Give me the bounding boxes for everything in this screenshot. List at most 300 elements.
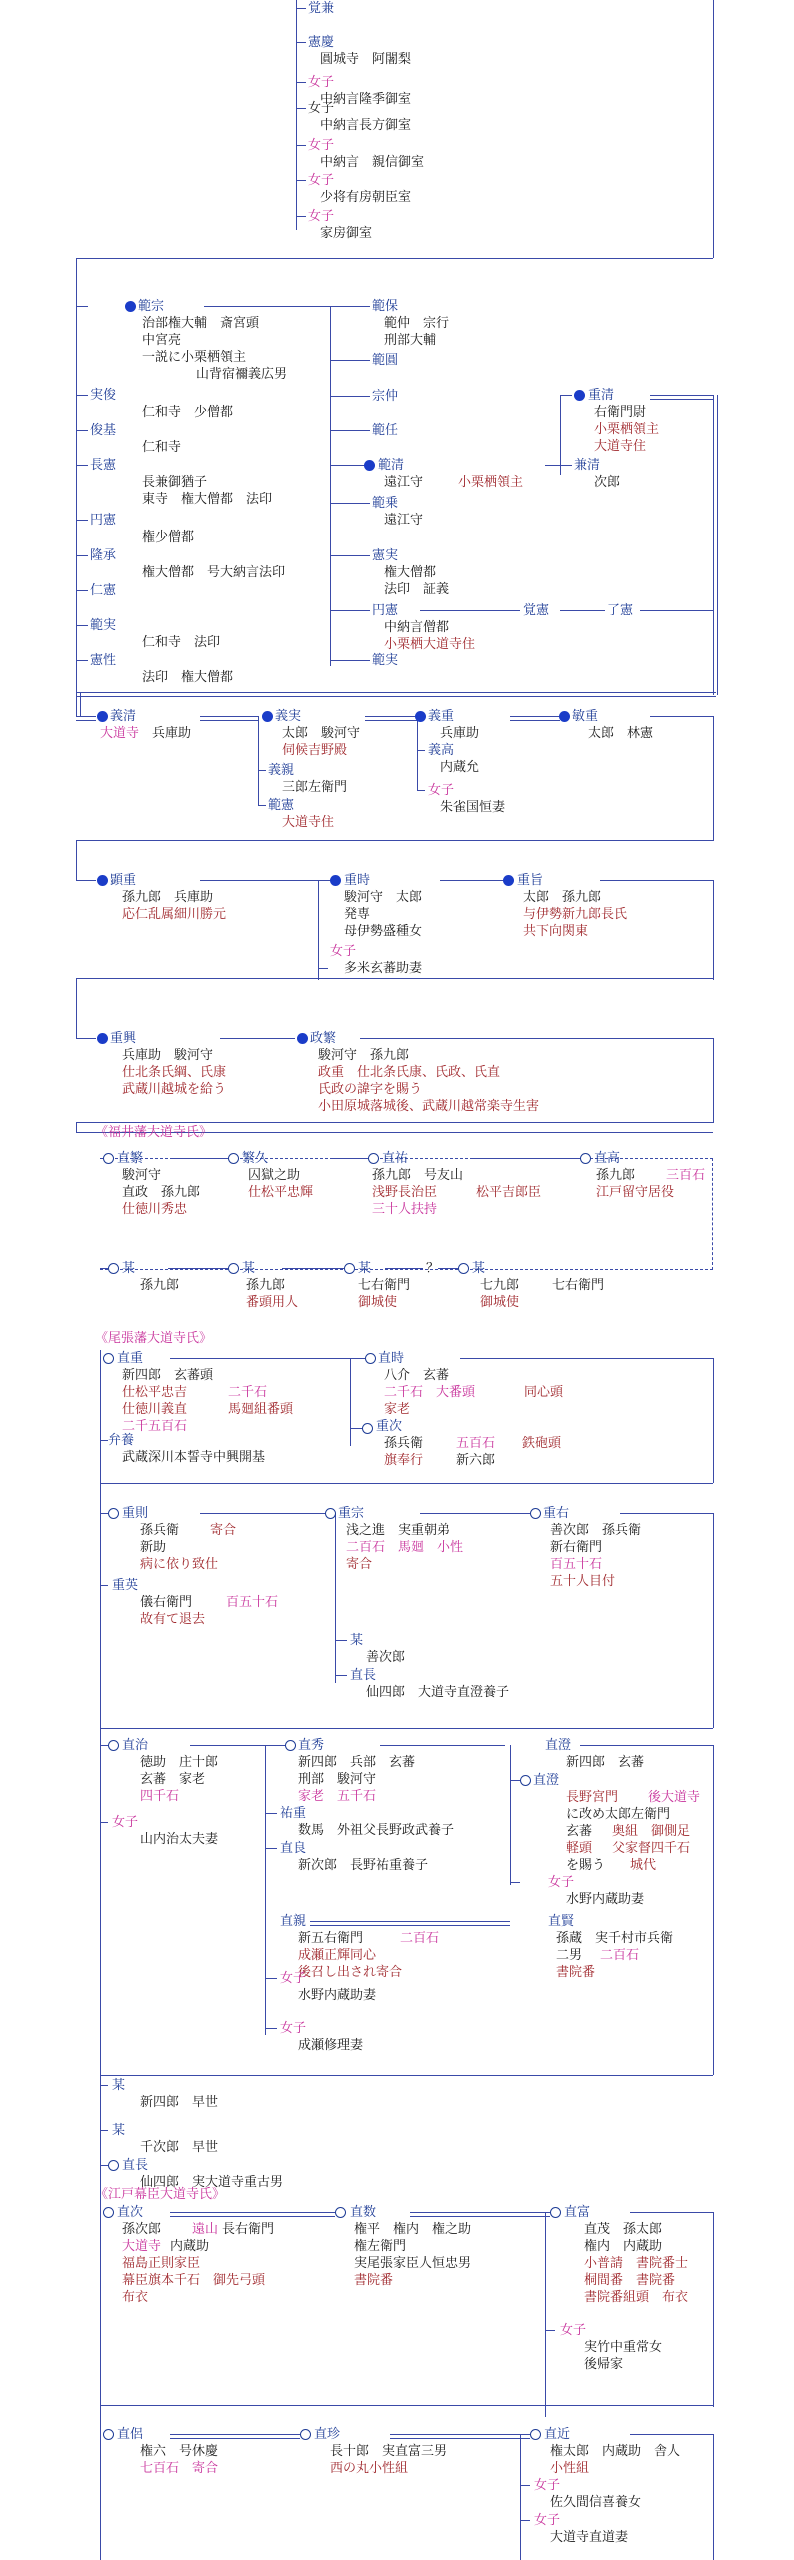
connector	[76, 465, 88, 466]
person-name: 重時	[344, 873, 371, 888]
connector	[100, 1745, 101, 1827]
person-note: 大道寺	[122, 2239, 162, 2254]
ring-marker	[108, 1508, 119, 1519]
connector	[713, 880, 714, 980]
person-name: 直珍	[314, 2427, 341, 2442]
person-name: 直祐	[382, 1151, 409, 1166]
person-name: 直繁	[117, 1151, 144, 1166]
connector	[76, 978, 77, 1038]
person-note: 後大道寺	[648, 1790, 701, 1805]
person-note: 成瀬修理妻	[298, 2038, 364, 2053]
person-note: 家老 五千石	[298, 1789, 377, 1804]
person-name: 直治	[122, 1738, 149, 1753]
person-name: 某	[350, 1633, 364, 1648]
person-note: 与伊勢新九郎長氏	[523, 907, 628, 922]
dot-marker	[125, 301, 136, 312]
person-note: 孫九郎	[596, 1168, 636, 1183]
person-note: 故有て退去	[140, 1612, 206, 1627]
person-note: 仕松平忠吉	[122, 1385, 188, 1400]
ring-marker	[530, 2429, 541, 2440]
person-name: 重右	[543, 1506, 570, 1521]
person-name: 直親	[280, 1914, 307, 1929]
person-note: 家房御室	[320, 226, 373, 241]
connector	[170, 1358, 365, 1359]
connector	[545, 2330, 555, 2331]
connector	[330, 660, 370, 661]
dot-marker	[330, 875, 341, 886]
connector	[76, 880, 96, 881]
person-name: 重清	[588, 388, 615, 403]
connector	[520, 2434, 521, 2560]
person-note: 玄蕃	[566, 1824, 593, 1839]
connector	[220, 1038, 295, 1039]
person-name: 某	[242, 1261, 256, 1276]
person-name: 直秀	[298, 1738, 325, 1753]
person-note: 佐久間信喜養女	[550, 2495, 642, 2510]
connector	[296, 180, 306, 181]
person-note: 家老	[384, 1402, 411, 1417]
connector	[560, 395, 561, 475]
person-note: 仕徳川秀忠	[122, 1202, 188, 1217]
connector	[100, 1728, 713, 1729]
connector	[417, 790, 425, 791]
person-note: 氏政の諱字を賜う	[318, 1082, 423, 1097]
person-note: 兵庫助 駿河守	[122, 1048, 214, 1063]
person-name: 女子	[308, 209, 335, 224]
connector	[335, 1640, 347, 1641]
person-name: 義高	[428, 743, 455, 758]
connector	[170, 2434, 300, 2439]
person-name: 実俊	[90, 388, 117, 403]
person-name: 範宗	[138, 299, 165, 314]
person-note: 浅野長治臣	[372, 1185, 438, 1200]
person-note: 範仲 宗行	[384, 316, 450, 331]
person-note: 小性組	[550, 2461, 590, 2476]
connector	[420, 1513, 530, 1514]
person-note: 奥組 御側足	[612, 1824, 691, 1839]
person-note: 中納言隆季御室	[320, 92, 412, 107]
person-note: 右衛門尉	[594, 405, 647, 420]
dot-marker	[559, 711, 570, 722]
connector	[76, 395, 88, 396]
person-note: 八介 玄蕃	[384, 1368, 450, 1383]
person-note: 後帰家	[584, 2357, 624, 2372]
person-note: 兵庫助	[152, 726, 192, 741]
person-note: 松平吉郎臣	[476, 1185, 542, 1200]
person-note: 多米玄蕃助妻	[344, 961, 423, 976]
connector	[310, 1921, 510, 1926]
person-note: 三百石	[666, 1168, 706, 1183]
connector	[100, 1822, 108, 1823]
person-note: 次郎	[594, 475, 621, 490]
connector	[296, 42, 306, 43]
connector	[335, 1513, 336, 1683]
person-note: 百五十石	[550, 1557, 603, 1572]
person-name: 直次	[117, 2205, 144, 2220]
person-note: 七右衛門	[552, 1278, 605, 1293]
person-name: 女子	[280, 2021, 307, 2036]
connector	[282, 1268, 344, 1269]
person-note: 母伊勢盛種女	[344, 924, 423, 939]
person-note: 仁和寺	[142, 440, 182, 455]
person-name: 女子	[308, 101, 335, 116]
person-note: 仕松平忠輝	[248, 1185, 314, 1200]
person-name: 義実	[275, 709, 302, 724]
person-note: 刑部大輔	[384, 333, 437, 348]
connector	[713, 1513, 714, 1728]
person-name: 直長	[350, 1668, 377, 1683]
person-note: 長十郎 実直富三男	[330, 2444, 448, 2459]
person-note: 城代	[630, 1858, 657, 1873]
connector	[100, 1440, 108, 1441]
person-note: 玄蕃 家老	[140, 1772, 206, 1787]
connector	[296, 108, 306, 109]
person-note: 伺候吉野殿	[282, 743, 348, 758]
connector	[100, 2075, 713, 2076]
person-note: 小普請 書院番士	[584, 2256, 689, 2271]
person-note: 後召し出され寄合	[298, 1965, 403, 1980]
person-note: 儀右衛門	[140, 1595, 193, 1610]
connector	[330, 396, 370, 397]
person-name: 範乗	[372, 496, 399, 511]
person-note: 遠江守	[384, 475, 424, 490]
connector	[380, 1745, 505, 1746]
person-name: 某	[112, 2078, 126, 2093]
person-note: 政重 仕北条氏康、氏政、氏直	[318, 1065, 501, 1080]
person-note: 新四郎 早世	[140, 2095, 219, 2110]
ring-marker	[550, 2207, 561, 2218]
connector	[100, 2405, 101, 2560]
person-name: 俊基	[90, 423, 117, 438]
person-name: 兼清	[574, 458, 601, 473]
ring-marker	[285, 1740, 296, 1751]
connector	[200, 880, 330, 881]
person-note: 仙四郎 大道寺直澄養子	[366, 1685, 510, 1700]
person-note: 山内治太夫妻	[140, 1832, 219, 1847]
person-note: 孫九郎	[140, 1278, 180, 1293]
person-note: 実竹中重常女	[584, 2340, 663, 2355]
person-note: 太郎 孫九郎	[523, 890, 602, 905]
connector	[100, 2405, 713, 2406]
connector	[265, 1848, 277, 1849]
dot-marker	[262, 711, 273, 722]
person-note: 孫九郎	[246, 1278, 286, 1293]
person-note: 善次郎 孫兵衛	[550, 1523, 642, 1538]
person-note: 大道寺住	[282, 815, 335, 830]
person-name: 女子	[548, 1875, 575, 1890]
person-note: 囚獄之助	[248, 1168, 301, 1183]
connector	[350, 1428, 362, 1429]
connector	[600, 880, 713, 881]
person-note: 四千石	[140, 1789, 180, 1804]
connector	[100, 1513, 101, 1588]
person-note: 大道寺直道妻	[550, 2530, 629, 2545]
person-note: を賜う	[566, 1858, 606, 1873]
person-note: 二百石 馬廻 小性	[346, 1540, 464, 1555]
person-note: 二千五百石	[122, 1419, 188, 1434]
person-name: 祐重	[280, 1806, 307, 1821]
ring-marker	[530, 1508, 541, 1519]
ring-marker	[520, 1775, 531, 1786]
connector	[650, 395, 713, 400]
connector	[76, 1038, 96, 1039]
person-note: 朱雀国恒妻	[440, 800, 506, 815]
connector	[510, 716, 560, 721]
person-name: 直賢	[548, 1914, 575, 1929]
person-name: 直数	[350, 2205, 377, 2220]
person-name: 長憲	[90, 458, 117, 473]
person-note: 権少僧都	[142, 530, 195, 545]
connector	[620, 1513, 713, 1514]
dot-marker	[97, 875, 108, 886]
connector	[417, 750, 425, 751]
person-name: 繁久	[242, 1151, 269, 1166]
person-note: 権内 内蔵助	[584, 2239, 663, 2254]
person-name: 女子	[560, 2323, 587, 2338]
person-note: 刑部 駿河守	[298, 1772, 377, 1787]
person-name: 重興	[110, 1031, 137, 1046]
person-name: 憲実	[372, 548, 399, 563]
person-note: 三郎左衛門	[282, 780, 348, 795]
connector	[296, 8, 306, 9]
person-name: 了憲	[607, 603, 634, 618]
person-note: 権大僧都	[384, 565, 437, 580]
section-title: 《福井藩大道寺氏》	[95, 1125, 213, 1140]
person-note: 駿河守 太郎	[344, 890, 423, 905]
section-title: 《江戸幕臣大道寺氏》	[95, 2187, 226, 2202]
person-name: 憲慶	[308, 35, 335, 50]
connector	[330, 610, 370, 611]
connector	[100, 2075, 101, 2170]
connector	[510, 1780, 520, 1781]
person-name: 直高	[594, 1151, 621, 1166]
person-name: 範実	[90, 618, 117, 633]
person-note: 長野宮門	[566, 1790, 619, 1805]
person-note: 一説に小栗栖領主	[142, 350, 247, 365]
person-note: 病に依り致仕	[140, 1557, 219, 1572]
connector	[76, 692, 81, 716]
person-note: 鉄砲頭	[522, 1436, 562, 1451]
person-note: 仁和寺 法印	[142, 635, 221, 650]
person-note: 孫九郎 号友山	[372, 1168, 464, 1183]
connector	[100, 1483, 101, 1513]
connector	[330, 430, 370, 431]
person-note: 権左衛門	[354, 2239, 407, 2254]
person-name: 直時	[378, 1351, 405, 1366]
ring-marker	[228, 1153, 239, 1164]
connector	[265, 2028, 277, 2029]
person-note: 善次郎	[366, 1650, 406, 1665]
person-name: 女子	[280, 1971, 307, 1986]
person-note: 五十人目付	[550, 1574, 616, 1589]
ring-marker	[365, 1353, 376, 1364]
person-note: 福島正則家臣	[122, 2256, 201, 2271]
connector	[76, 716, 96, 721]
person-name: 義重	[428, 709, 455, 724]
person-name: 某	[358, 1261, 372, 1276]
connector	[417, 716, 418, 791]
person-note: 七九郎	[480, 1278, 520, 1293]
person-name: 仁憲	[90, 583, 117, 598]
connector	[460, 1358, 713, 1359]
dot-marker	[415, 711, 426, 722]
person-note: 新右衛門	[550, 1540, 603, 1555]
person-note: 書院番	[556, 1965, 596, 1980]
connector	[76, 258, 713, 259]
ring-marker	[580, 1153, 591, 1164]
connector	[265, 1978, 277, 1979]
person-name: 直重	[117, 1351, 144, 1366]
connector	[204, 306, 330, 307]
person-name: 直良	[280, 1841, 307, 1856]
connector	[360, 1038, 713, 1039]
person-name: 覚憲	[523, 603, 550, 618]
connector	[420, 610, 520, 611]
person-name: 憲性	[90, 653, 117, 668]
person-note: 法印 証義	[384, 582, 450, 597]
person-name: 某	[472, 1261, 486, 1276]
ring-marker	[368, 1153, 379, 1164]
connector	[100, 1745, 108, 1746]
person-name: 重次	[376, 1419, 403, 1434]
connector	[100, 2085, 108, 2086]
dot-marker	[97, 1033, 108, 1044]
connector	[258, 805, 266, 806]
person-name: 直澄	[533, 1773, 560, 1788]
person-note: 水野内蔵助妻	[566, 1892, 645, 1907]
person-note: 実尾張家臣人恒忠男	[354, 2256, 472, 2271]
person-note: 小栗栖大道寺住	[384, 637, 476, 652]
person-note: 仕徳川義直	[122, 1402, 188, 1417]
dot-marker	[574, 390, 585, 401]
connector	[560, 465, 572, 466]
ring-marker	[228, 1263, 239, 1274]
person-note: 百五十石	[226, 1595, 279, 1610]
person-note: 小田原城落城後、武蔵川越常楽寺生害	[318, 1099, 540, 1114]
connector	[76, 590, 88, 591]
person-note: 治部権大輔 斎宮頭	[142, 316, 260, 331]
ring-marker	[344, 1263, 355, 1274]
person-note: 山背宿禰義広男	[196, 367, 288, 382]
connector	[100, 1268, 108, 1269]
connector	[190, 1745, 285, 1746]
connector	[330, 555, 370, 556]
connector	[640, 610, 713, 611]
person-note: 二百石	[600, 1948, 640, 1963]
person-note: 新六郎	[456, 1453, 496, 1468]
person-name: 円憲	[90, 513, 117, 528]
person-name: 範憲	[268, 798, 295, 813]
person-name: 女子	[534, 2478, 561, 2493]
person-note: 二千石 大番頭	[384, 1385, 476, 1400]
connector	[200, 716, 258, 721]
person-note: に改め太郎左衛門	[566, 1807, 671, 1822]
connector	[258, 716, 259, 806]
ring-marker	[325, 1508, 336, 1519]
person-note: 同心頭	[524, 1385, 564, 1400]
person-name: 範実	[372, 653, 399, 668]
person-name: 直近	[544, 2427, 571, 2442]
person-name: 範任	[372, 423, 399, 438]
connector	[100, 2130, 108, 2131]
person-note: 孫蔵 実千村市兵衛	[556, 1931, 674, 1946]
person-note: 新四郎 玄蕃	[566, 1755, 645, 1770]
connector	[410, 2212, 550, 2217]
person-name: 重旨	[517, 873, 544, 888]
person-note: 直政 孫九郎	[122, 1185, 201, 1200]
person-note: 小栗栖領主	[594, 422, 660, 437]
person-note: 仕北条氏綱、氏康	[122, 1065, 227, 1080]
connector	[365, 716, 417, 721]
person-note: 仙四郎 実大道寺重古男	[140, 2175, 284, 2190]
person-note: 仁和寺 少僧都	[142, 405, 234, 420]
person-name: 直澄	[545, 1738, 572, 1753]
person-note: 東寺 権大僧都 法印	[142, 492, 273, 507]
connector	[335, 1675, 347, 1676]
ring-marker	[108, 2160, 119, 2171]
connector	[258, 770, 266, 771]
person-name: 女子	[534, 2513, 561, 2528]
connector	[510, 1882, 520, 1883]
person-note: 少将有房朝臣室	[320, 190, 412, 205]
connector	[330, 306, 370, 307]
person-note: 三十人扶持	[372, 1202, 438, 1217]
person-name: 直富	[564, 2205, 591, 2220]
person-note: 太郎 駿河守	[282, 726, 361, 741]
person-note: 長右衛門	[222, 2222, 275, 2237]
person-note: 書院番組頭 布衣	[584, 2290, 689, 2305]
person-note: 幕臣旗本千石 御先弓頭	[122, 2273, 266, 2288]
person-note: 中納言僧都	[384, 620, 450, 635]
person-note: 桐間番 書院番	[584, 2273, 676, 2288]
person-note: 旗奉行	[384, 1453, 424, 1468]
person-name: 範清	[378, 458, 405, 473]
person-note: 中納言長方御室	[320, 118, 412, 133]
connector	[76, 840, 713, 841]
connector	[76, 520, 88, 521]
connector	[265, 1813, 277, 1814]
connector	[296, 0, 297, 230]
connector	[76, 840, 77, 880]
ring-marker	[103, 1353, 114, 1364]
person-note: 駿河守	[122, 1168, 162, 1183]
person-note: 徳助 庄十郎	[140, 1755, 219, 1770]
connector	[76, 1122, 77, 1132]
connector	[713, 1038, 714, 1123]
connector	[100, 1728, 101, 1745]
person-note: 五百石	[456, 1436, 496, 1451]
ring-marker	[103, 2429, 114, 2440]
connector	[510, 1745, 511, 1885]
person-name: 覚兼	[308, 1, 335, 16]
person-note: 圓城寺 阿闍梨	[320, 52, 412, 67]
connector	[168, 1268, 228, 1269]
ring-marker	[108, 1740, 119, 1751]
person-note: 法印 権大僧都	[142, 670, 234, 685]
connector	[545, 465, 560, 466]
person-name: 女子	[112, 1815, 139, 1830]
connector	[390, 2434, 530, 2439]
connector	[296, 216, 306, 217]
person-note: 御城使	[480, 1295, 520, 1310]
connector	[330, 360, 370, 361]
person-note: 長兼御猶子	[142, 475, 208, 490]
connector	[350, 1358, 351, 1446]
person-name: 宗仲	[372, 389, 399, 404]
ring-marker	[103, 1153, 114, 1164]
person-name: 女子	[308, 138, 335, 153]
connector	[76, 258, 77, 706]
